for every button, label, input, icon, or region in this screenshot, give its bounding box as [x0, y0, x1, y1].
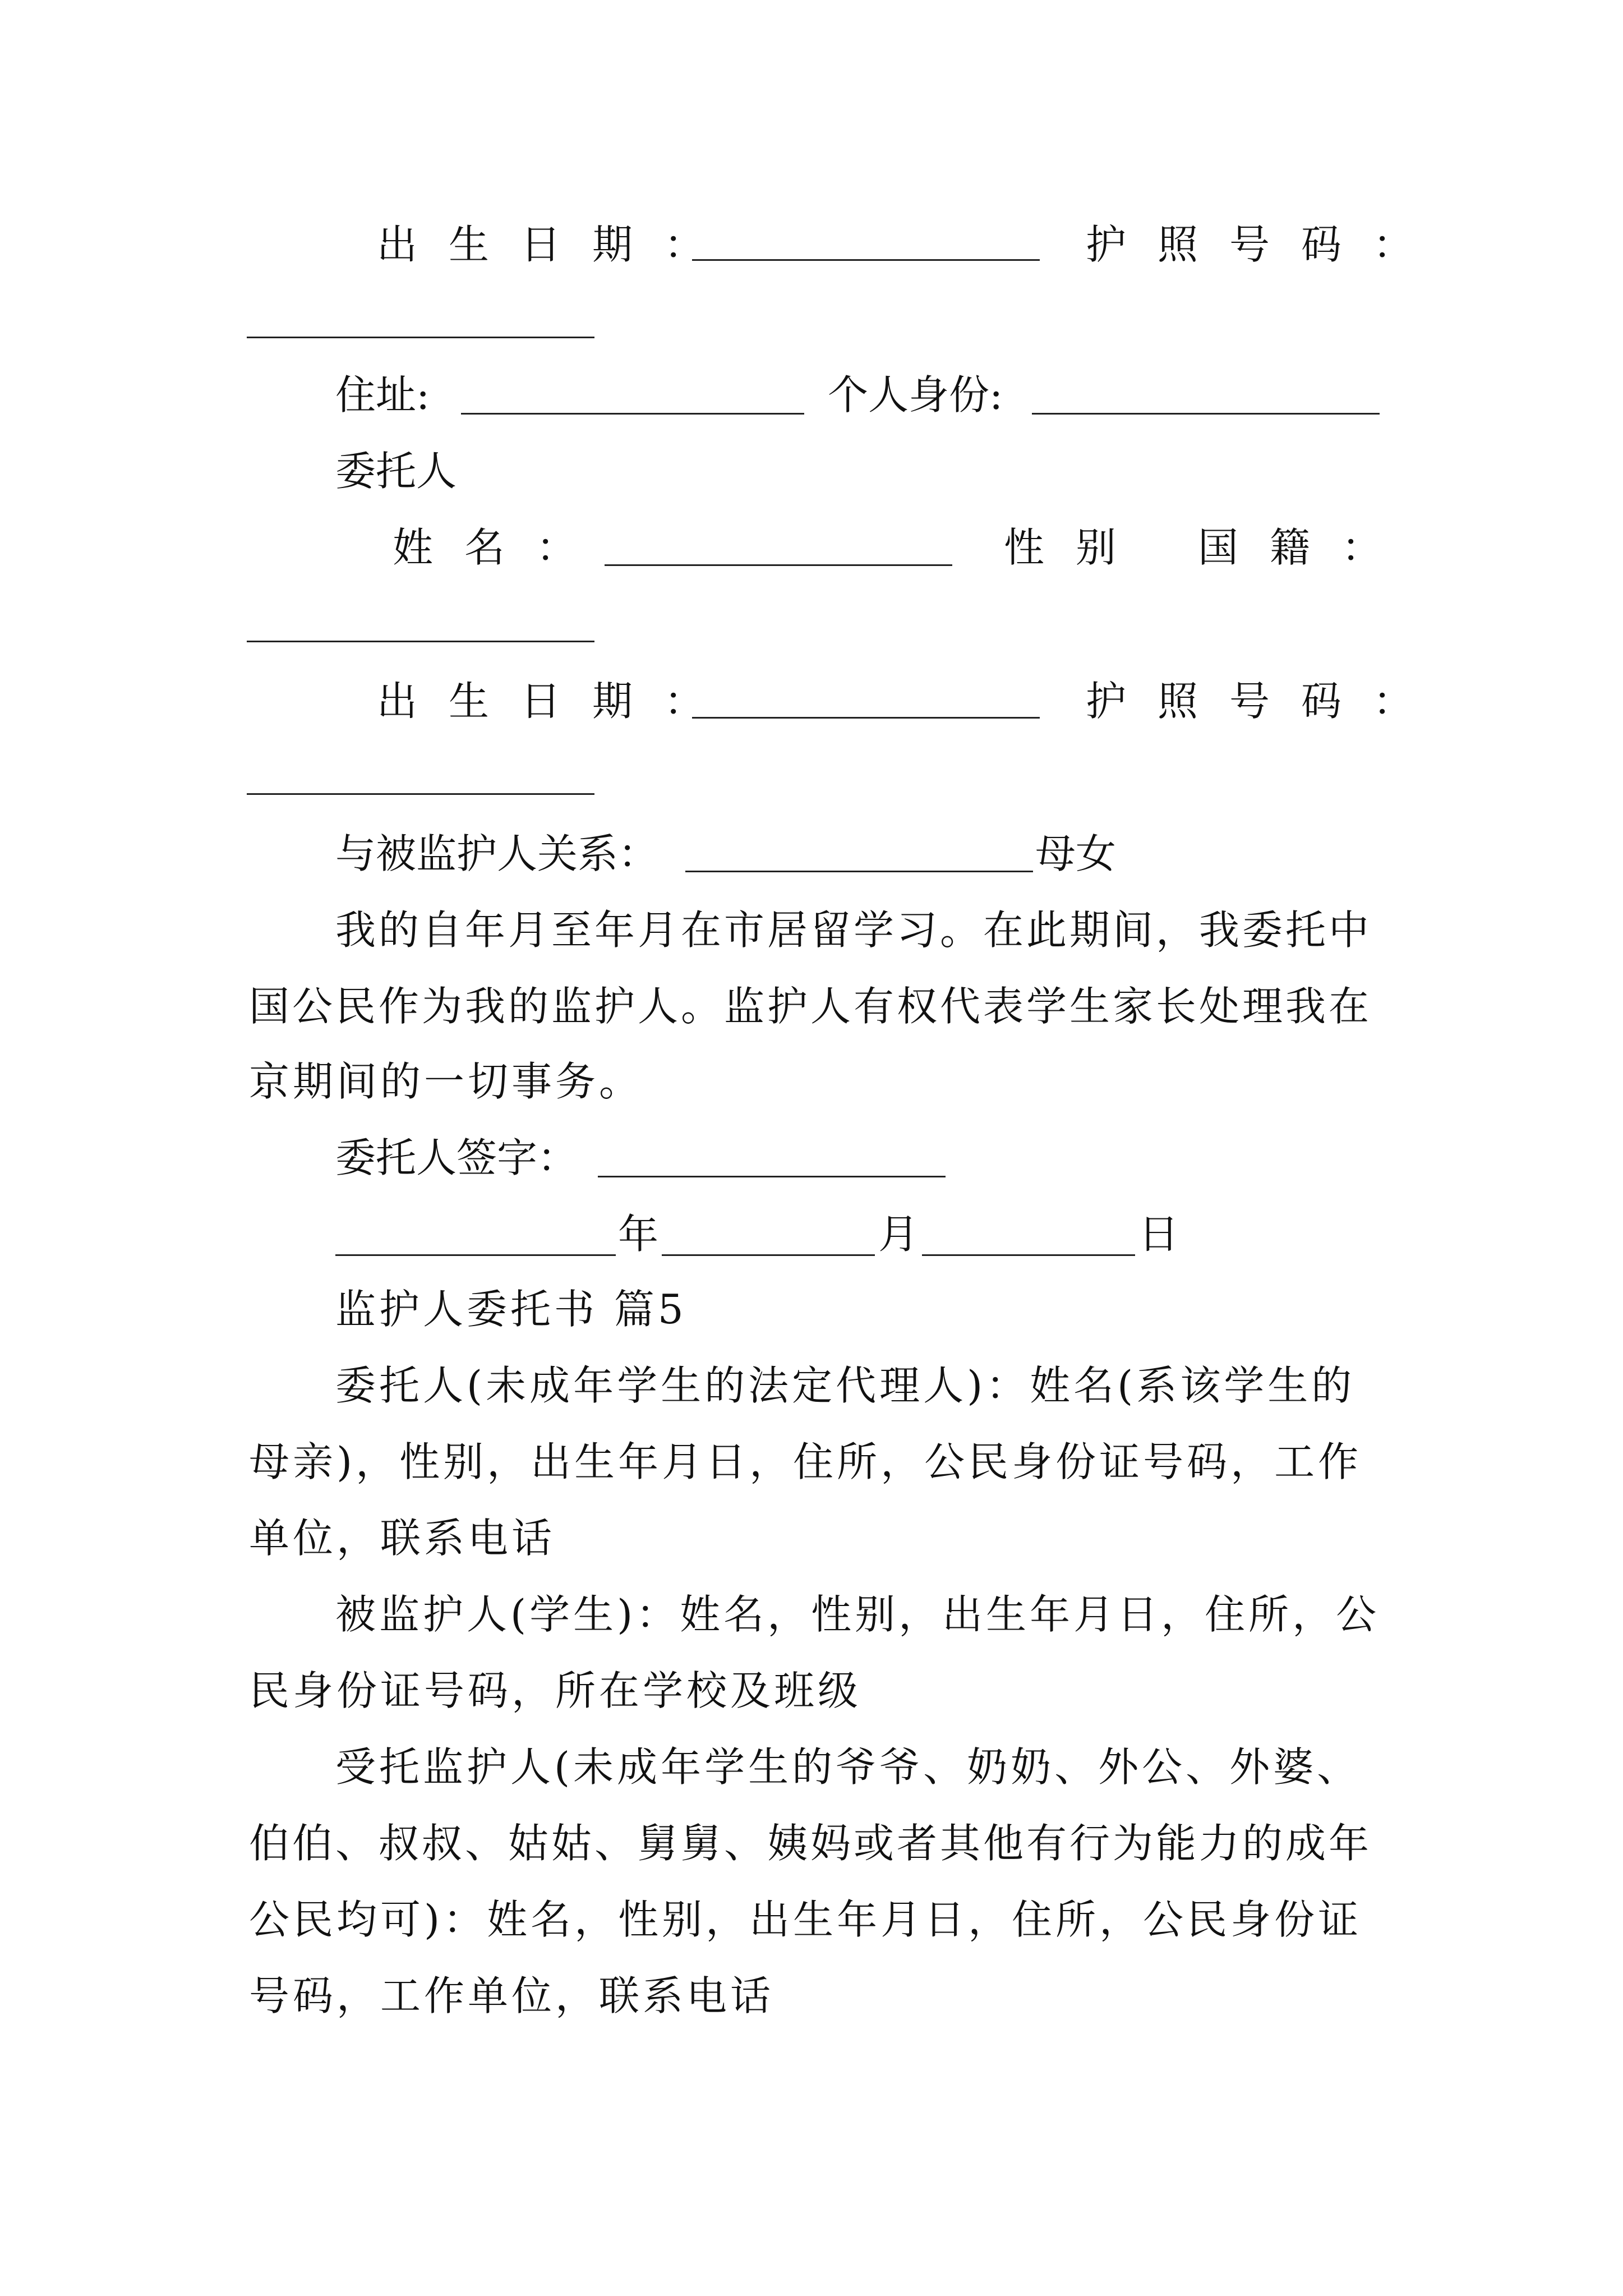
relation-value: 母女 [1035, 830, 1117, 877]
relation-label: 与被监护人关系： [335, 830, 659, 877]
month-blank[interactable] [662, 1254, 875, 1256]
day-label: 日 [1138, 1211, 1179, 1258]
statement-line-2: 国公民作为我的监护人。监护人有权代表学生家长处理我在 [249, 983, 1372, 1030]
signature-label: 委托人签字： [335, 1134, 578, 1181]
section5-client-line-3: 单位，联系电话 [249, 1515, 556, 1562]
section5-title: 监护人委托书 篇5 [335, 1286, 687, 1333]
section5-trustee-line-4: 号码，工作单位，联系电话 [249, 1972, 774, 2019]
signature-blank[interactable] [598, 1176, 946, 1177]
name-blank[interactable] [605, 564, 952, 566]
passport-label: 护照号码： [1086, 221, 1445, 268]
nationality-label: 国籍： [1198, 524, 1414, 571]
year-label: 年 [618, 1211, 659, 1258]
birth-date-blank[interactable] [692, 259, 1040, 261]
section5-ward-line-1: 被监护人(学生)：姓名，性别，出生年月日，住所，公 [335, 1591, 1380, 1638]
address-label: 住址: [335, 371, 430, 418]
nationality-blank[interactable] [247, 641, 594, 642]
month-label: 月 [878, 1211, 919, 1258]
client-birth-date-label: 出生日期： [377, 678, 736, 725]
section5-trustee-line-1: 受托监护人(未成年学生的爷爷、奶奶、外公、外婆、 [335, 1743, 1361, 1791]
name-label: 姓名： [393, 524, 608, 571]
statement-line-1: 我的自年月至年月在市居留学习。在此期间，我委托中 [335, 907, 1372, 954]
id-label: 个人身份: [828, 371, 1003, 418]
address-blank[interactable] [461, 413, 804, 415]
statement-line-3: 京期间的一切事务。 [249, 1058, 643, 1105]
client-passport-label: 护照号码： [1086, 678, 1445, 725]
relation-blank[interactable] [685, 871, 1033, 872]
client-passport-blank[interactable] [247, 793, 594, 795]
section5-client-line-2: 母亲)，性别，出生年月日，住所，公民身份证号码，工作 [249, 1438, 1362, 1485]
year-blank[interactable] [335, 1254, 616, 1256]
id-blank[interactable] [1032, 413, 1380, 415]
section5-trustee-line-2: 伯伯、叔叔、姑姑、舅舅、姨妈或者其他有行为能力的成年 [249, 1820, 1372, 1867]
client-heading: 委托人 [335, 448, 457, 495]
section5-trustee-line-3: 公民均可)：姓名，性别，出生年月日，住所，公民身份证 [249, 1896, 1362, 1943]
day-blank[interactable] [922, 1254, 1135, 1256]
client-birth-date-blank[interactable] [692, 717, 1040, 719]
section5-ward-line-2: 民身份证号码，所在学校及班级 [249, 1667, 862, 1714]
birth-date-label: 出生日期： [377, 221, 736, 268]
gender-label: 性别 [1004, 524, 1148, 571]
section5-client-line-1: 委托人(未成年学生的法定代理人)：姓名(系该学生的 [335, 1362, 1355, 1409]
passport-blank[interactable] [247, 337, 594, 338]
